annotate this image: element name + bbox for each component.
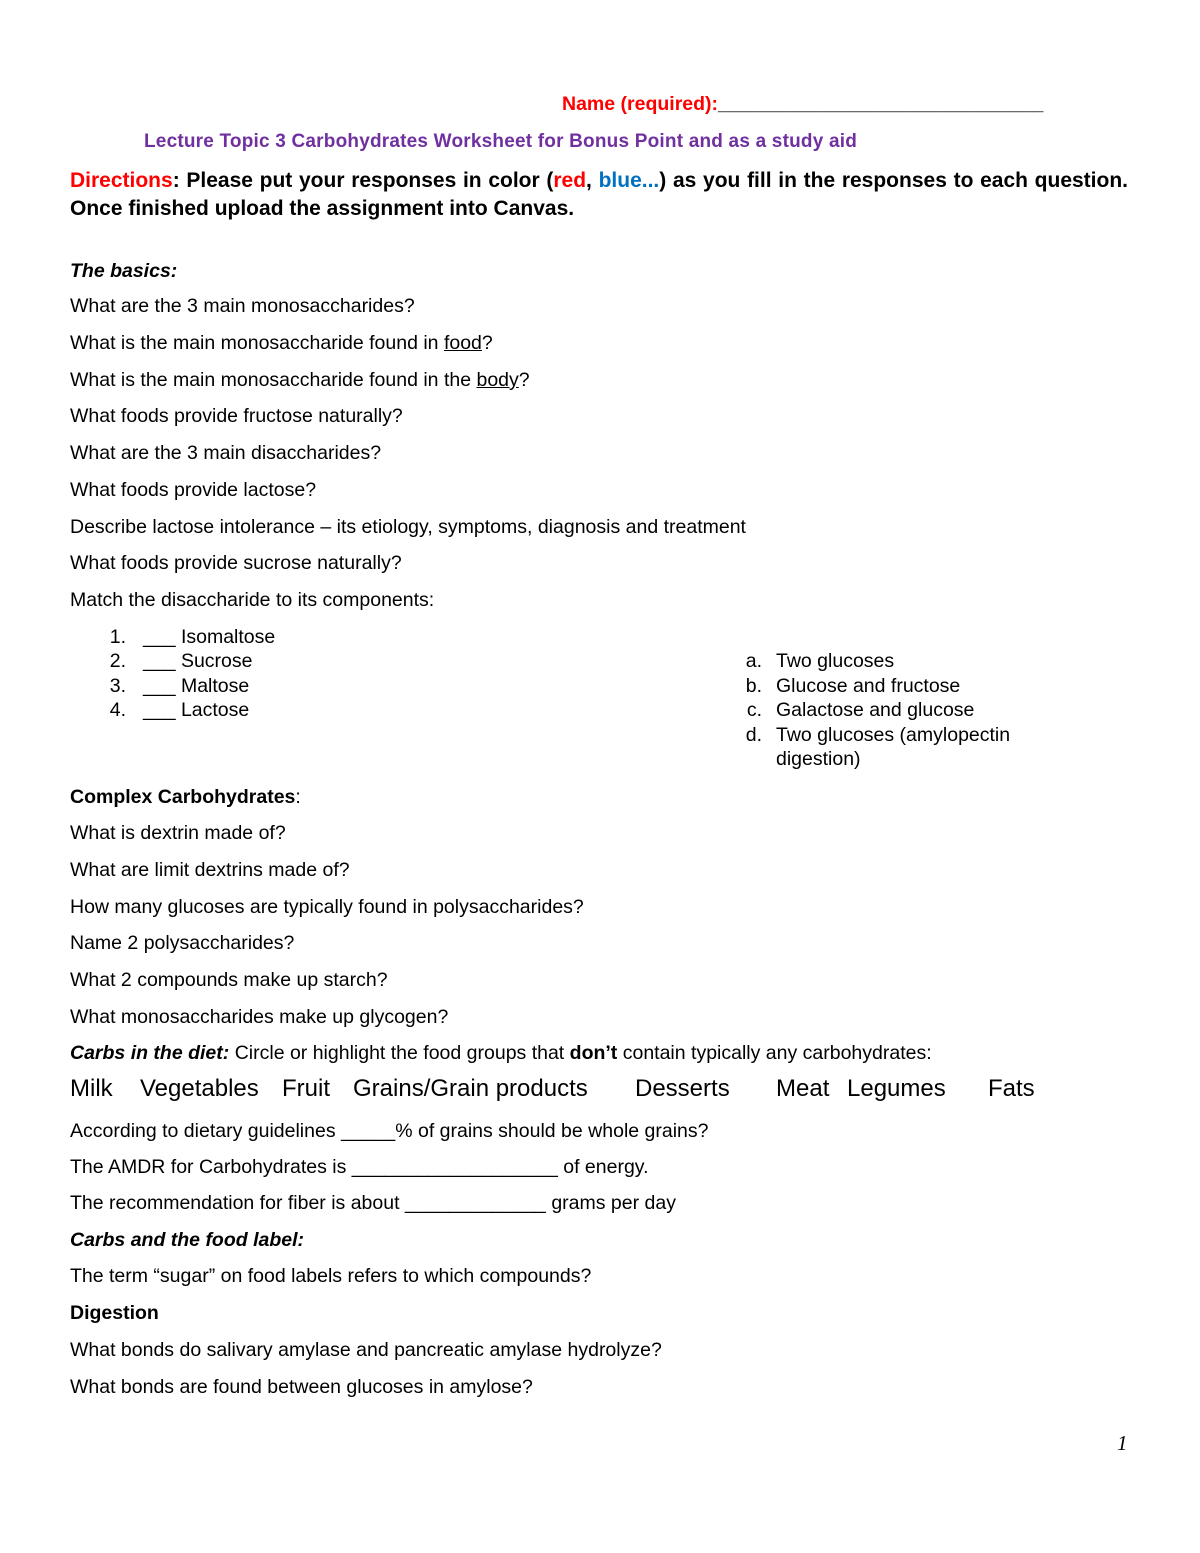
question: What bonds do salivary amylase and pancreatic amylase hydrolyze? <box>70 1339 662 1361</box>
food-group-fruit[interactable]: Fruit <box>282 1075 330 1102</box>
section-heading-digestion: Digestion <box>70 1302 159 1324</box>
directions-label: Directions <box>70 169 173 192</box>
question: How many glucoses are typically found in polysaccharides? <box>70 896 584 918</box>
name-required-line <box>562 93 1043 116</box>
question: Match the disaccharide to its components: <box>70 589 435 611</box>
food-group-milk[interactable]: Milk <box>70 1075 113 1102</box>
page-number: 1 <box>1117 1431 1128 1455</box>
question: What is the main monosaccharide found in food? <box>70 332 493 354</box>
food-group-fats[interactable]: Fats <box>988 1075 1035 1102</box>
blue-word: blue... <box>598 169 660 192</box>
food-group-vegetables[interactable]: Vegetables <box>140 1075 259 1102</box>
section-heading-food-label: Carbs and the food label: <box>70 1229 305 1251</box>
question: The term “sugar” on food labels refers to which compounds? <box>70 1265 592 1287</box>
question: What foods provide fructose naturally? <box>70 405 403 427</box>
worksheet-page: Name (required):______________________________ Lecture Topic 3 Carbohydrates Worksheet for Bonus Point and as a study aid Directions: Please put your responses in color (red, blue...) as you fill in the responses to each question. Once finished upload the assignment into Canvas. The basics: What are the 3 main monosaccharides? What is the main monosaccharide found in food? What is the main monosaccharide found in the body? What foods provide fructose naturally? What are the 3 main disaccharides? What foods provide lactose? Describe lactose intolerance – its etiology, symptoms, diagnosis and treatment What foods provide sucrose naturally? Match the disaccharide to its components: 1. ___ Isomaltose 2. ___ Sucrose 3. ___ Maltose 4. ___ Lactose a. Two glucoses b. Glucose and fructose c. Galactose and glucose d. Two glucoses (amylopectin digestion) Complex Carbohydrates: What is dextrin made of? What are limit dextrins made of? How many glucoses are typically found in polysaccharides? Name 2 polysaccharides? What 2 compounds make up starch? What monosaccharides make up glycogen? Carbs in the diet: Circle or highlight the food groups that don’t contain typically any carbohydrates: Milk Vegetables Fruit Grains/Grain products Desserts Meat Legumes Fats According to dietary guidelines _____% of grains should be whole grains? The AMDR for Carbohydrates is ___________________ of energy. The recommendation for fiber is about _____________ grams per day Carbs and the food label: The term “sugar” on food labels refers to which compounds? Digestion What bonds do salivary amylase and pancreatic amylase hydrolyze? What bonds are found between glucoses in amylose? 1 <box>70 93 1128 1455</box>
question: What bonds are found between glucoses in amylose? <box>70 1376 533 1398</box>
question: What foods provide sucrose naturally? <box>70 552 402 574</box>
question: What are the 3 main disaccharides? <box>70 442 382 464</box>
food-group-grains[interactable]: Grains/Grain products <box>353 1075 588 1102</box>
directions-paragraph: Directions: Please put your responses in color (red, blue...) as you fill in the responses to each question. Once finished upload the assignment into Canvas. <box>70 169 1128 220</box>
food-group-desserts[interactable]: Desserts <box>635 1075 730 1102</box>
question: What are the 3 main monosaccharides? <box>70 295 415 317</box>
red-word: red <box>553 169 587 192</box>
name-blank: ______________________________ <box>718 93 1044 115</box>
section-carbs-in-diet: Carbs in the diet: Circle or highlight the food groups that don’t contain typically any carbohydrates: <box>70 1042 932 1064</box>
question: What are limit dextrins made of? <box>70 859 350 881</box>
name-label: Name (required): <box>562 93 719 115</box>
question: What monosaccharides make up glycogen? <box>70 1006 449 1028</box>
food-group-legumes[interactable]: Legumes <box>847 1075 946 1102</box>
question: What is dextrin made of? <box>70 822 286 844</box>
match-right-item-continued: digestion) <box>776 748 861 770</box>
question: Describe lactose intolerance – its etiology, symptoms, diagnosis and treatment <box>70 516 746 538</box>
question: The AMDR for Carbohydrates is ___________________ of energy. <box>70 1156 649 1178</box>
food-group-meat[interactable]: Meat <box>776 1075 830 1102</box>
question: Name 2 polysaccharides? <box>70 932 295 954</box>
question: According to dietary guidelines _____% of grains should be whole grains? <box>70 1120 709 1142</box>
question: What is the main monosaccharide found in the body? <box>70 369 530 391</box>
section-heading-complex: Complex Carbohydrates: <box>70 786 301 808</box>
question: What 2 compounds make up starch? <box>70 969 388 991</box>
section-heading-basics: The basics: <box>70 260 178 282</box>
worksheet-title: Lecture Topic 3 Carbohydrates Worksheet for Bonus Point and as a study aid <box>144 131 858 152</box>
question: What foods provide lactose? <box>70 479 317 501</box>
question: The recommendation for fiber is about _____________ grams per day <box>70 1192 676 1214</box>
